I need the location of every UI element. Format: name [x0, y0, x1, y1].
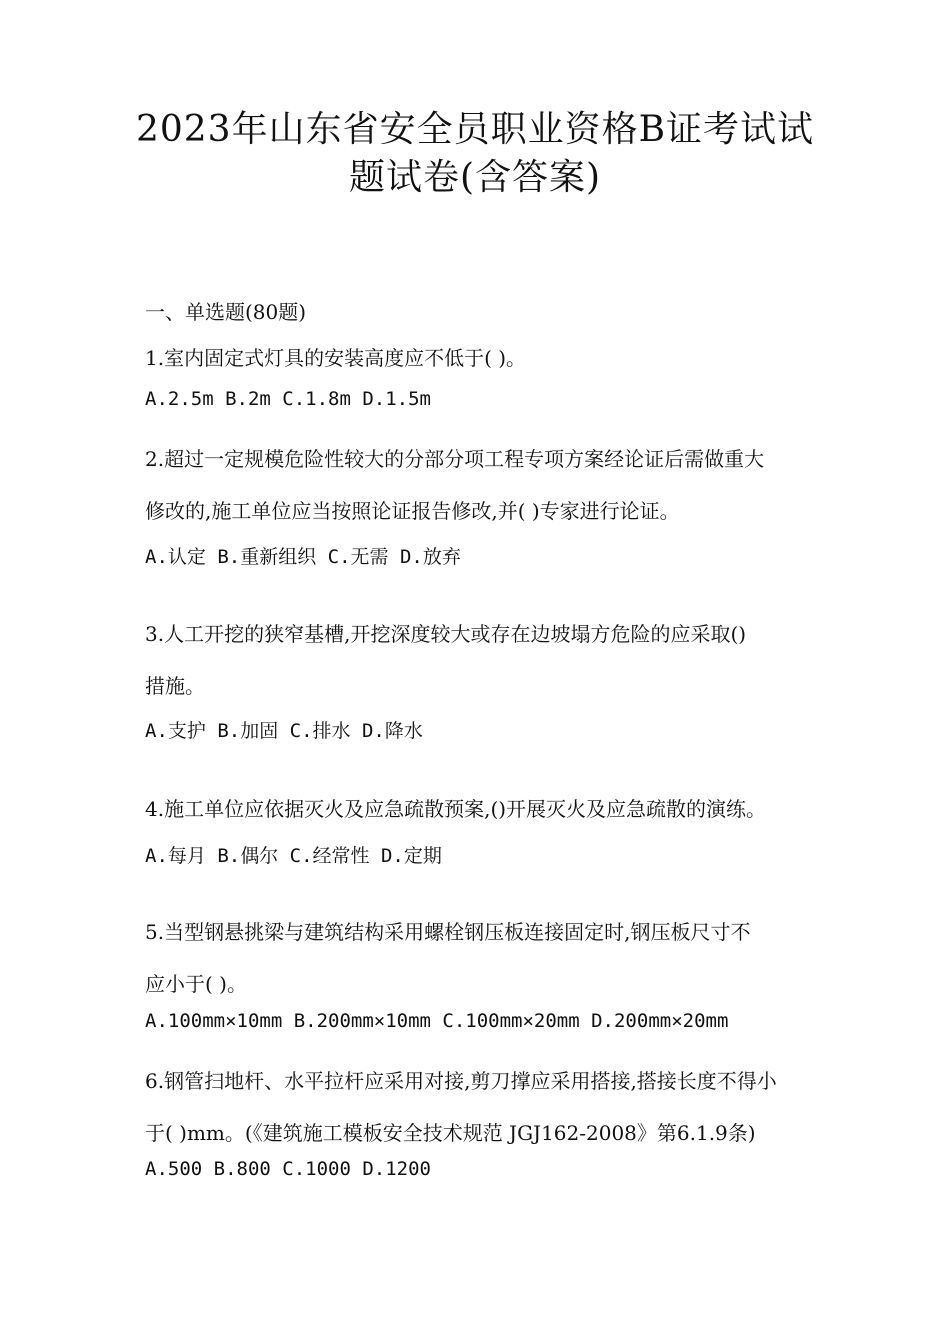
document-title-line-2: 题试卷(含答案)	[348, 157, 602, 198]
question-3-text-line-2: 措施。	[145, 674, 205, 698]
section-heading: 一、单选题(80题)	[145, 300, 307, 324]
question-2-text-line-1: 2.超过一定规模危险性较大的分部分项工程专项方案经论证后需做重大	[145, 447, 765, 471]
question-4-text: 4.施工单位应依据灭火及应急疏散预案,()开展灭火及应急疏散的演练。	[145, 797, 767, 821]
question-6-options: A.500 B.800 C.1000 D.1200	[145, 1158, 431, 1180]
question-1-options: A.2.5m B.2m C.1.8m D.1.5m	[145, 388, 431, 410]
question-6-text-line-1: 6.钢管扫地杆、水平拉杆应采用对接,剪刀撑应采用搭接,搭接长度不得小	[145, 1069, 777, 1093]
question-5-text-line-1: 5.当型钢悬挑梁与建筑结构采用螺栓钢压板连接固定时,钢压板尺寸不	[145, 920, 751, 944]
question-3-options: A.支护 B.加固 C.排水 D.降水	[145, 720, 423, 742]
question-2-text-line-2: 修改的,施工单位应当按照论证报告修改,并( )专家进行论证。	[145, 499, 680, 523]
question-1-text: 1.室内固定式灯具的安装高度应不低于( )。	[145, 346, 527, 370]
question-3-text-line-1: 3.人工开挖的狭窄基槽,开挖深度较大或存在边坡塌方危险的应采取()	[145, 622, 747, 646]
question-2-options: A.认定 B.重新组织 C.无需 D.放弃	[145, 546, 461, 568]
question-5-options: A.100mm×10mm B.200mm×10mm C.100mm×20mm D.200mm×20mm	[145, 1010, 729, 1032]
question-6-text-line-2: 于( )mm。(《建筑施工模板安全技术规范 JGJ162-2008》第6.1.9条)	[145, 1121, 756, 1145]
document-title-line-1: 2023年山东省安全员职业资格B证考试试	[135, 109, 815, 150]
question-5-text-line-2: 应小于( )。	[145, 972, 247, 996]
question-4-options: A.每月 B.偶尔 C.经常性 D.定期	[145, 845, 442, 867]
